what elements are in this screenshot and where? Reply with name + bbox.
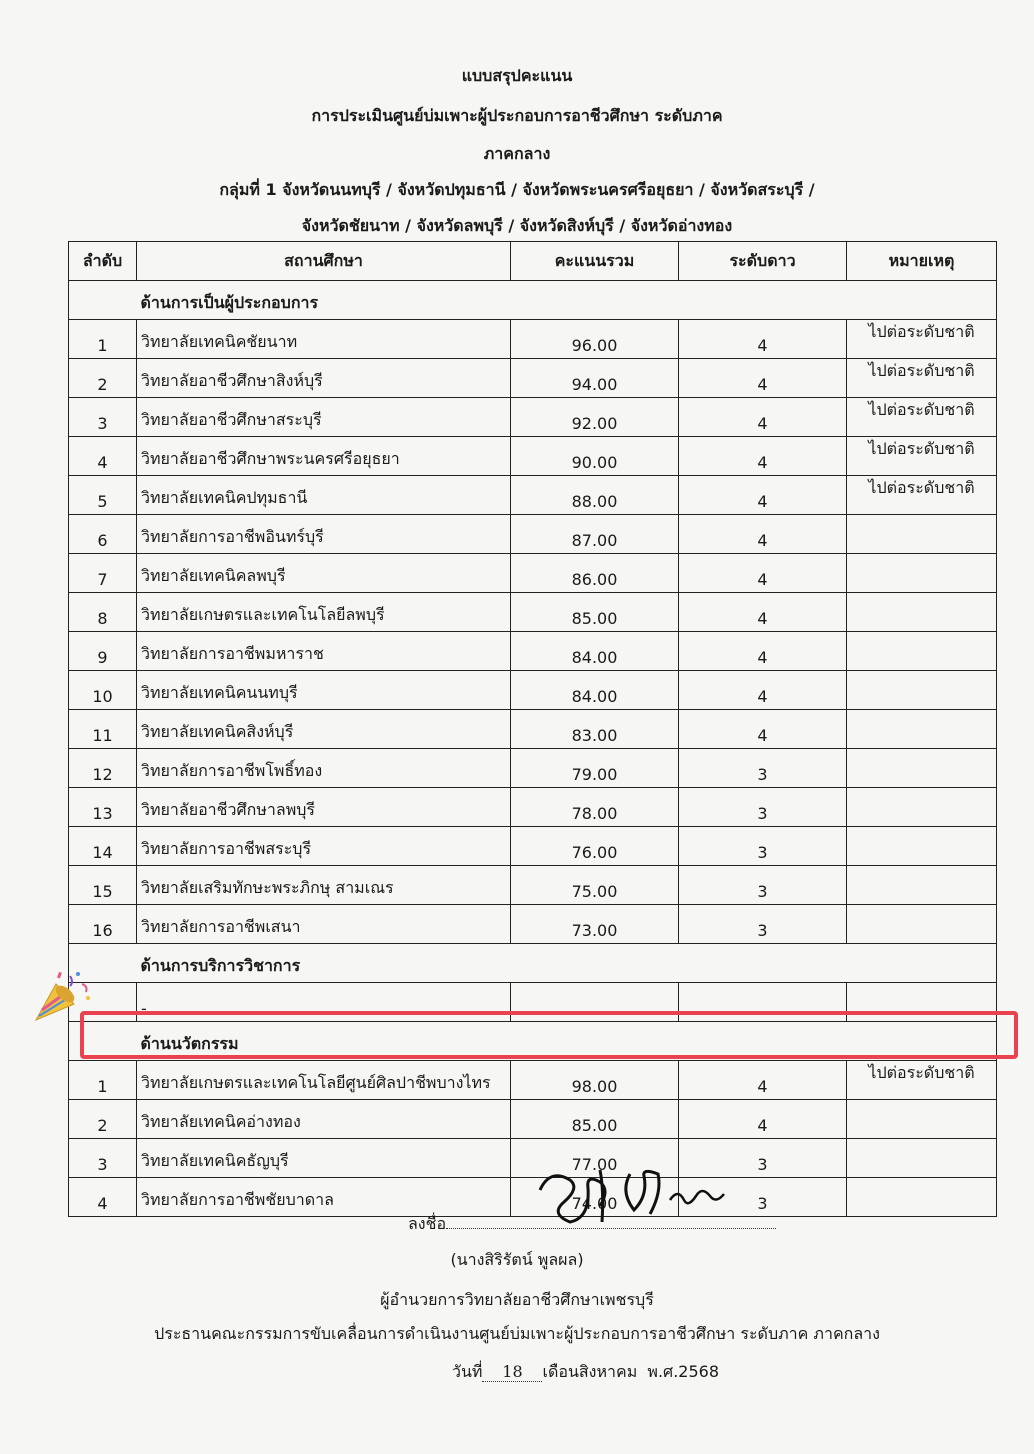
star-level: 4 xyxy=(679,632,847,671)
col-header-score: คะแนนรวม xyxy=(511,242,679,281)
row-number: 12 xyxy=(69,749,137,788)
row-number: 3 xyxy=(69,1139,137,1178)
section-header-row xyxy=(69,944,997,983)
date-line xyxy=(452,1360,719,1385)
total-score: 75.00 xyxy=(511,866,679,905)
star-level: 3 xyxy=(679,1139,847,1178)
school-name: วิทยาลัยเทคนิคชัยนาท xyxy=(137,320,511,359)
date-month: เดือนสิงหาคม xyxy=(542,1362,638,1381)
star-level: 4 xyxy=(679,515,847,554)
total-score: 88.00 xyxy=(511,476,679,515)
table-row xyxy=(69,554,997,593)
total-score: 87.00 xyxy=(511,515,679,554)
star-level: 4 xyxy=(679,554,847,593)
star-level: 3 xyxy=(679,866,847,905)
doc-group-line2: จังหวัดชัยนาท / จังหวัดลพบุรี / จังหวัดสิงห์บุรี / จังหวัดอ่างทอง xyxy=(301,216,733,235)
signer-name: (นางสิริรัตน์ พูลผล) xyxy=(450,1250,584,1269)
doc-group-line1: กลุ่มที่ 1 จังหวัดนนทบุรี / จังหวัดปทุมธานี / จังหวัดพระนครศรีอยุธยา / จังหวัดสระบุรี / xyxy=(219,180,815,199)
date-prefix: วันที่ xyxy=(452,1362,483,1381)
date-day: 18 xyxy=(482,1362,542,1382)
row-number: 13 xyxy=(69,788,137,827)
signature-dots xyxy=(446,1214,776,1229)
school-name: วิทยาลัยเทคนิคปทุมธานี xyxy=(137,476,511,515)
row-number: 9 xyxy=(69,632,137,671)
total-score: 79.00 xyxy=(511,749,679,788)
remark: ไปต่อระดับชาติ xyxy=(847,437,997,476)
row-number: 5 xyxy=(69,476,137,515)
star-level: 3 xyxy=(679,827,847,866)
row-number: 4 xyxy=(69,1178,137,1217)
remark xyxy=(847,1139,997,1178)
star-level: 4 xyxy=(679,593,847,632)
table-row xyxy=(69,515,997,554)
table-row xyxy=(69,866,997,905)
remark xyxy=(847,1100,997,1139)
row-number: 8 xyxy=(69,593,137,632)
section-end-cell xyxy=(847,944,997,983)
star-level: 4 xyxy=(679,671,847,710)
table-row xyxy=(69,710,997,749)
signature-label: ลงชื่อ xyxy=(408,1214,447,1233)
remark xyxy=(847,671,997,710)
star-level: 3 xyxy=(679,749,847,788)
total-score: 85.00 xyxy=(511,1100,679,1139)
col-header-school: สถานศึกษา xyxy=(137,242,511,281)
signature-line xyxy=(408,1212,776,1237)
table-row xyxy=(69,593,997,632)
star-level: 4 xyxy=(679,476,847,515)
table-row xyxy=(69,905,997,944)
row-number: 11 xyxy=(69,710,137,749)
section-end-cell xyxy=(847,281,997,320)
remark xyxy=(847,1178,997,1217)
remark: ไปต่อระดับชาติ xyxy=(847,1061,997,1100)
school-name: วิทยาลัยเทคนิคนนทบุรี xyxy=(137,671,511,710)
school-name: วิทยาลัยการอาชีพสระบุรี xyxy=(137,827,511,866)
row-number: 3 xyxy=(69,398,137,437)
school-name: วิทยาลัยเทคนิคลพบุรี xyxy=(137,554,511,593)
school-name: วิทยาลัยเกษตรและเทคโนโลยีลพบุรี xyxy=(137,593,511,632)
total-score: 78.00 xyxy=(511,788,679,827)
table-row xyxy=(69,359,997,398)
total-score: 94.00 xyxy=(511,359,679,398)
table-row xyxy=(69,476,997,515)
school-name: วิทยาลัยการอาชีพอินทร์บุรี xyxy=(137,515,511,554)
section-header-row xyxy=(69,281,997,320)
total-score: 77.00 xyxy=(511,1139,679,1178)
row-number: 16 xyxy=(69,905,137,944)
table-row xyxy=(69,788,997,827)
school-name: วิทยาลัยอาชีวศึกษาสิงห์บุรี xyxy=(137,359,511,398)
star-level: 4 xyxy=(679,320,847,359)
doc-title: แบบสรุปคะแนน xyxy=(461,66,573,85)
row-number: 10 xyxy=(69,671,137,710)
row-number: 1 xyxy=(69,1061,137,1100)
date-year: พ.ศ.2568 xyxy=(647,1362,719,1381)
remark xyxy=(847,593,997,632)
star-level: 3 xyxy=(679,1178,847,1217)
table-row xyxy=(69,437,997,476)
row-number: 2 xyxy=(69,359,137,398)
star-level: 4 xyxy=(679,710,847,749)
school-name: วิทยาลัยเทคนิคสิงห์บุรี xyxy=(137,710,511,749)
remark: ไปต่อระดับชาติ xyxy=(847,398,997,437)
remark xyxy=(847,827,997,866)
section-title: ด้านการบริการวิชาการ xyxy=(140,956,301,975)
star-level: 4 xyxy=(679,1061,847,1100)
highlight-box xyxy=(80,1011,1018,1059)
school-name: วิทยาลัยการอาชีพชัยบาดาล xyxy=(137,1178,511,1217)
total-score: 96.00 xyxy=(511,320,679,359)
remark: ไปต่อระดับชาติ xyxy=(847,476,997,515)
star-level: 4 xyxy=(679,359,847,398)
total-score: 85.00 xyxy=(511,593,679,632)
remark xyxy=(847,749,997,788)
total-score: 90.00 xyxy=(511,437,679,476)
star-level: 4 xyxy=(679,398,847,437)
signer-committee: ประธานคณะกรรมการขับเคลื่อนการดำเนินงานศูนย์บ่มเพาะผู้ประกอบการอาชีวศึกษา ระดับภาค ภาคกลาง xyxy=(154,1324,880,1343)
school-name: วิทยาลัยเทคนิคธัญบุรี xyxy=(137,1139,511,1178)
remark xyxy=(847,632,997,671)
score-table xyxy=(68,241,997,1217)
table-row xyxy=(69,632,997,671)
section-title: ด้านนวัตกรรม xyxy=(140,1034,239,1053)
star-level: 3 xyxy=(679,788,847,827)
table-row xyxy=(69,827,997,866)
total-score: 83.00 xyxy=(511,710,679,749)
table-row xyxy=(69,320,997,359)
remark xyxy=(847,710,997,749)
row-number: 4 xyxy=(69,437,137,476)
row-number: 14 xyxy=(69,827,137,866)
school-name: วิทยาลัยอาชีวศึกษาพระนครศรีอยุธยา xyxy=(137,437,511,476)
table-row xyxy=(69,1061,997,1100)
school-name: วิทยาลัยเทคนิคอ่างทอง xyxy=(137,1100,511,1139)
school-name: วิทยาลัยการอาชีพเสนา xyxy=(137,905,511,944)
table-row xyxy=(69,398,997,437)
remark xyxy=(847,554,997,593)
school-name: วิทยาลัยอาชีวศึกษาสระบุรี xyxy=(137,398,511,437)
row-number: 6 xyxy=(69,515,137,554)
row-number: 1 xyxy=(69,320,137,359)
total-score: 84.00 xyxy=(511,632,679,671)
school-name: วิทยาลัยเกษตรและเทคโนโลยีศูนย์ศิลปาชีพบางไทร xyxy=(137,1061,511,1100)
col-header-note: หมายเหตุ xyxy=(847,242,997,281)
total-score: 84.00 xyxy=(511,671,679,710)
school-name: วิทยาลัยการอาชีพโพธิ์ทอง xyxy=(137,749,511,788)
star-level: 3 xyxy=(679,905,847,944)
col-header-no: ลำดับ xyxy=(69,242,137,281)
school-name: วิทยาลัยการอาชีพมหาราช xyxy=(137,632,511,671)
school-name: วิทยาลัยเสริมทักษะพระภิกษุ สามเณร xyxy=(137,866,511,905)
doc-subtitle: การประเมินศูนย์บ่มเพาะผู้ประกอบการอาชีวศึกษา ระดับภาค xyxy=(311,106,723,125)
total-score: 92.00 xyxy=(511,398,679,437)
row-number: 15 xyxy=(69,866,137,905)
signer-position: ผู้อำนวยการวิทยาลัยอาชีวศึกษาเพชรบุรี xyxy=(380,1290,654,1309)
remark: ไปต่อระดับชาติ xyxy=(847,320,997,359)
party-popper-icon xyxy=(30,968,94,1030)
table-row xyxy=(69,1100,997,1139)
doc-region: ภาคกลาง xyxy=(483,144,551,163)
star-level: 4 xyxy=(679,1100,847,1139)
star-level: 4 xyxy=(679,437,847,476)
section-num-cell xyxy=(69,281,137,320)
remark xyxy=(847,905,997,944)
row-number: 7 xyxy=(69,554,137,593)
total-score: 86.00 xyxy=(511,554,679,593)
table-row xyxy=(69,671,997,710)
table-header-row xyxy=(69,242,997,281)
section-title: ด้านการเป็นผู้ประกอบการ xyxy=(140,293,319,312)
remark xyxy=(847,866,997,905)
school-name: วิทยาลัยอาชีวศึกษาลพบุรี xyxy=(137,788,511,827)
total-score: 76.00 xyxy=(511,827,679,866)
row-number: 2 xyxy=(69,1100,137,1139)
table-row xyxy=(69,749,997,788)
remark xyxy=(847,788,997,827)
total-score: 73.00 xyxy=(511,905,679,944)
total-score: 98.00 xyxy=(511,1061,679,1100)
school-name: - xyxy=(137,983,511,1022)
col-header-stars: ระดับดาว xyxy=(679,242,847,281)
total-score: 74.00 xyxy=(511,1178,679,1217)
remark: ไปต่อระดับชาติ xyxy=(847,359,997,398)
remark xyxy=(847,515,997,554)
